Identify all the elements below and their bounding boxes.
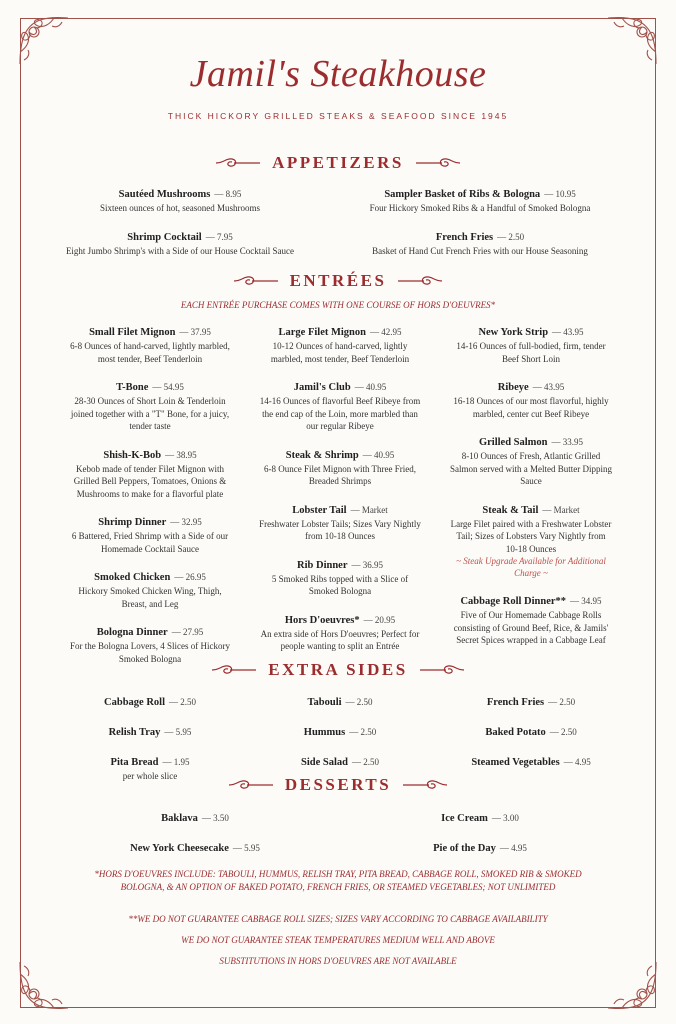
menu-item: [258, 377, 422, 433]
scroll-ornament-icon: [214, 156, 262, 170]
item-description: Eight Jumbo Shrimp's with a Side of our House Cocktail Sauce: [65, 245, 295, 256]
item-price: — 2.50: [549, 727, 577, 737]
item-description: Five of Our Homemade Cabbage Rolls consisting of Ground Beef, Rice, & Jamils' Secret Spices wrapped in a Cabbage Leaf: [453, 610, 609, 645]
item-price: — 1.95: [162, 757, 190, 767]
item-price: — 36.95: [351, 559, 383, 570]
item-price: — 4.95: [499, 843, 527, 853]
menu-item: [258, 752, 422, 770]
corner-flourish-icon: [14, 956, 72, 1014]
footnote-cabbage-roll: **WE DO NOT GUARANTEE CABBAGE ROLL SIZES; SIZES VARY ACCORDING TO CABBAGE AVAILABILITY: [128, 914, 548, 924]
item-price: — 10.95: [544, 189, 576, 199]
item-description: 8-10 Ounces of Fresh, Atlantic Grilled Salmon served with a Melted Butter Dipping Sauce: [450, 451, 612, 486]
item-name: Shrimp Cocktail: [127, 231, 202, 243]
item-name: Jamil's Club: [293, 382, 351, 393]
entree-note: EACH ENTRÉE PURCHASE COMES WITH ONE COURSE OF HORS D'OEUVRES*: [180, 300, 496, 310]
item-name: New York Strip: [478, 327, 549, 338]
menu-item: [258, 500, 422, 543]
item-price: — 3.00: [491, 813, 519, 823]
menu-item: [258, 322, 422, 365]
item-price: — 4.95: [563, 757, 591, 767]
menu-item: [90, 838, 300, 856]
menu-item: [70, 622, 230, 665]
menu-item: [70, 692, 230, 710]
item-price: — 40.95: [354, 382, 387, 392]
item-description: Kebob made of tender Filet Mignon with Grilled Bell Peppers, Tomatoes, Onions & Mushrooms to make for a flavorful plate: [73, 463, 227, 499]
item-description: per whole slice: [122, 771, 178, 781]
footnote-steak-temperature: WE DO NOT GUARANTEE STEAK TEMPERATURES MEDIUM WELL AND ABOVE: [181, 935, 495, 945]
item-price: — 40.95: [362, 449, 395, 460]
item-name: T-Bone: [116, 382, 149, 393]
appetizers-right-column: [345, 184, 615, 269]
scroll-ornament-icon: [227, 778, 275, 792]
scroll-ornament-icon: [418, 663, 466, 677]
item-name: French Fries: [486, 697, 545, 708]
item-name: Lobster Tail: [292, 504, 347, 516]
menu-item: [375, 838, 585, 856]
item-description: 16-18 Ounces of our most flavorful, highly marbled, center cut Beef Ribeye: [453, 396, 609, 419]
item-price: — 2.50: [168, 697, 196, 707]
item-price: — 26.95: [174, 572, 206, 582]
section-title: EXTRA SIDES: [268, 660, 408, 679]
item-name: Relish Tray: [108, 727, 161, 738]
item-name: Ribeye: [497, 382, 529, 393]
item-price: — 20.95: [363, 614, 396, 625]
item-price: — 2.50: [349, 727, 377, 737]
item-description: 6 Battered, Fried Shrimp with a Side of our Homemade Cocktail Sauce: [71, 531, 229, 554]
item-price: — Market: [350, 504, 388, 515]
desserts-left-column: [90, 808, 300, 868]
scroll-ornament-icon: [232, 274, 280, 288]
menu-item: [258, 610, 422, 653]
menu-item: [450, 322, 612, 365]
menu-item: [258, 445, 422, 488]
item-price: — 2.50: [345, 697, 373, 707]
menu-item: [258, 722, 422, 740]
item-price: — 34.95: [570, 596, 602, 606]
desserts-right-column: [375, 808, 585, 868]
menu-item: [450, 591, 612, 647]
item-description: Four Hickory Smoked Ribs & a Handful of Smoked Bologna: [369, 203, 591, 213]
menu-item: [70, 377, 230, 433]
menu-item: [450, 432, 612, 488]
item-name: Hors D'oeuvres*: [284, 614, 360, 626]
sides-column-3: [450, 692, 612, 782]
item-name: Sautéed Mushrooms: [118, 189, 211, 200]
item-description: 28-30 Ounces of Short Loin & Tenderloin joined together with a "T" Bone, for a juicy, tender taste: [70, 396, 230, 431]
item-description: An extra side of Hors D'oeuvres; Perfect for people wanting to split an Entrée: [260, 628, 420, 651]
item-name: Small Filet Mignon: [89, 327, 176, 338]
item-description: 10-12 Ounces of hand-carved, lightly marbled, most tender, Beef Tenderloin: [270, 341, 410, 364]
item-name: Grilled Salmon: [478, 437, 548, 448]
menu-item: [90, 808, 300, 826]
section-title: DESSERTS: [284, 775, 392, 794]
item-name: Baklava: [161, 813, 198, 824]
menu-item: [55, 184, 305, 215]
item-name: Pita Bread: [110, 757, 159, 768]
item-name: New York Cheesecake: [130, 843, 229, 854]
item-price: — Market: [542, 504, 580, 515]
menu-item: [450, 722, 612, 740]
item-description: Basket of Hand Cut French Fries with our House Seasoning: [372, 245, 588, 256]
item-name: Steak & Tail: [482, 504, 539, 516]
item-name: Bologna Dinner: [96, 627, 168, 638]
item-price: — 42.95: [370, 327, 402, 337]
item-name: Baked Potato: [485, 727, 546, 738]
item-description: 6-8 Ounce Filet Mignon with Three Fried, Breaded Shrimps: [263, 463, 417, 486]
item-name: Tabouli: [307, 697, 342, 708]
item-price: — 43.95: [552, 327, 584, 337]
scroll-ornament-icon: [401, 778, 449, 792]
menu-item: [450, 500, 612, 580]
item-name: Hummus: [303, 727, 346, 738]
section-heading-appetizers: [0, 153, 676, 173]
menu-item: [450, 752, 612, 770]
item-price: — 7.95: [205, 231, 233, 242]
menu-item: [70, 567, 230, 610]
item-description: Large Filet paired with a Freshwater Lobster Tail; Sizes of Lobsters Vary Nightly from 10-18 Ounces: [450, 518, 612, 554]
section-heading-desserts: [0, 775, 676, 795]
item-description: For the Bologna Lovers, 4 Slices of Hickory Smoked Bologna: [70, 641, 230, 664]
item-description: Freshwater Lobster Tails; Sizes Vary Nightly from 10-18 Ounces: [259, 518, 421, 541]
menu-item: [450, 692, 612, 710]
menu-item: [55, 227, 305, 258]
section-heading-entrees: [0, 271, 676, 291]
item-description: 14-16 Ounces of flavorful Beef Ribeye from the end cap of the Loin, more marbled than our regular Ribeye: [259, 396, 421, 431]
sides-column-2: [258, 692, 422, 782]
item-name: Rib Dinner: [297, 559, 348, 571]
footnote-hors-doeuvres: *HORS D'OEUVRES INCLUDE: TABOULI, HUMMUS, RELISH TRAY, PITA BREAD, CABBAGE ROLL, SMOKED RIB & SMOKED BOLOGNA, & AN OPTION OF BAKED POTATO, FRENCH FRIES, OR STEAMED VEGETABLES; NOT UNLIMITED: [94, 869, 582, 892]
entrees-column-3: [450, 322, 612, 659]
corner-flourish-icon: [604, 956, 662, 1014]
scroll-ornament-icon: [396, 274, 444, 288]
section-title: ENTRÉES: [289, 271, 387, 290]
item-name: Side Salad: [301, 757, 348, 768]
item-name: Cabbage Roll Dinner**: [460, 596, 567, 607]
menu-item: [258, 555, 422, 598]
item-price: — 3.50: [201, 813, 229, 823]
item-price: — 27.95: [171, 627, 204, 637]
item-price: — 2.50: [351, 757, 379, 767]
item-description: 5 Smoked Ribs topped with a Slice of Smoked Bologna: [271, 573, 409, 596]
item-price: — 32.95: [170, 517, 202, 527]
item-price: — 54.95: [152, 382, 184, 392]
menu-item: [258, 692, 422, 710]
item-name: Large Filet Mignon: [278, 327, 366, 338]
item-description: Hickory Smoked Chicken Wing, Thigh, Breast, and Leg: [78, 586, 222, 609]
restaurant-tagline: THICK HICKORY GRILLED STEAKS & SEAFOOD SINCE 1945: [167, 111, 509, 121]
item-name: Cabbage Roll: [104, 697, 165, 708]
item-price: — 5.95: [232, 843, 260, 853]
item-name: Shish-K-Bob: [103, 449, 162, 461]
item-name: Shrimp Dinner: [98, 517, 167, 528]
menu-item: [70, 722, 230, 740]
item-name: Steak & Shrimp: [285, 449, 359, 461]
item-name: French Fries: [435, 231, 494, 243]
item-price: — 33.95: [551, 437, 584, 447]
item-price: — 2.50: [548, 697, 576, 707]
menu-item: [70, 445, 230, 501]
item-description: Sixteen ounces of hot, seasoned Mushrooms: [100, 203, 260, 213]
upgrade-note: ~ Steak Upgrade Available for Additional Charge ~: [456, 556, 606, 578]
item-name: Smoked Chicken: [94, 572, 171, 583]
item-price: — 37.95: [179, 327, 211, 337]
item-name: Pie of the Day: [433, 843, 496, 854]
scroll-ornament-icon: [414, 156, 462, 170]
item-description: 6-8 Ounces of hand-carved, lightly marbled, most tender, Beef Tenderloin: [70, 341, 230, 364]
item-price: — 43.95: [532, 382, 565, 392]
section-heading-sides: [0, 660, 676, 680]
item-name: Ice Cream: [441, 813, 488, 824]
entrees-column-1: [70, 322, 230, 677]
item-price: — 2.50: [497, 231, 525, 242]
item-name: Steamed Vegetables: [471, 757, 560, 768]
item-price: — 38.95: [165, 449, 197, 460]
appetizers-left-column: [55, 184, 305, 269]
menu-item: [375, 808, 585, 826]
menu-item: [70, 322, 230, 365]
menu-item: [450, 377, 612, 420]
item-price: — 5.95: [164, 727, 192, 737]
menu-item: [345, 227, 615, 258]
menu-item: [345, 184, 615, 215]
menu-item: [70, 512, 230, 555]
item-name: Sampler Basket of Ribs & Bologna: [384, 189, 541, 200]
item-price: — 8.95: [214, 189, 242, 199]
footnote-substitutions: SUBSTITUTIONS IN HORS D'OEUVRES ARE NOT AVAILABLE: [219, 956, 457, 966]
scroll-ornament-icon: [210, 663, 258, 677]
restaurant-name: Jamil's Steakhouse: [189, 53, 487, 95]
entrees-column-2: [258, 322, 422, 665]
section-title: APPETIZERS: [272, 153, 404, 172]
item-description: 14-16 Ounces of full-bodied, firm, tender Beef Short Loin: [456, 341, 606, 364]
